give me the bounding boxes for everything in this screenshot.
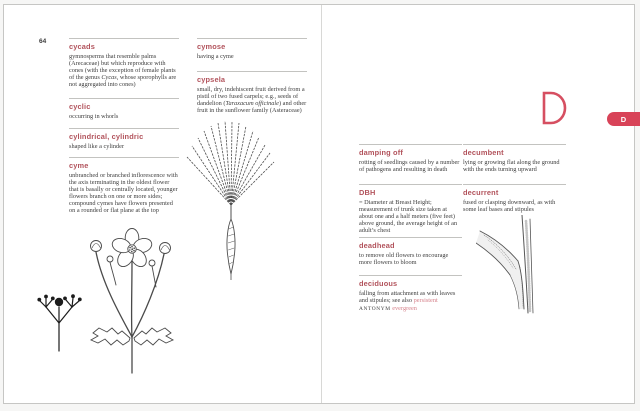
entry-deciduous bbox=[359, 275, 462, 313]
entry-damping-off bbox=[359, 144, 462, 173]
headword-decumbent: decumbent bbox=[463, 148, 504, 157]
definition-deciduous: falling from attachment as with leaves and stipules; see also persistent ANTONYM evergreen bbox=[359, 290, 462, 313]
headword-cypsela: cypsela bbox=[197, 75, 226, 84]
thumb-tab-label: D bbox=[620, 114, 627, 124]
buttercup-flower-illustration bbox=[82, 221, 184, 375]
headword-deciduous: deciduous bbox=[359, 279, 398, 288]
page-gutter-line bbox=[321, 5, 322, 403]
entry-cypsela bbox=[197, 71, 307, 114]
section-letter-d bbox=[540, 91, 567, 126]
definition-deadhead: to remove old flowers to encourage more flowers to bloom bbox=[359, 252, 449, 266]
entry-cyclic bbox=[69, 98, 179, 120]
antonym-label: ANTONYM bbox=[359, 306, 391, 312]
decurrent-stem-illustration bbox=[476, 215, 548, 317]
book-spread-page bbox=[3, 4, 635, 404]
entry-dbh bbox=[359, 184, 462, 234]
headword-cymose: cymose bbox=[197, 42, 226, 51]
page-number: 64 bbox=[39, 38, 47, 45]
headword-cyclic: cyclic bbox=[69, 102, 91, 111]
headword-damping-off: damping off bbox=[359, 148, 403, 157]
headword-dbh: DBH bbox=[359, 188, 376, 197]
definition-cyme: unbranched or branched inflorescence with the axis terminating in the oldest flower that is basally or centrally located, younger flowers branch on one or more sides; compound cymes have flowers presented on a rounded or flat plane at the top bbox=[69, 172, 178, 214]
entry-cyme bbox=[69, 157, 179, 214]
definition-decumbent: lying or growing flat along the ground with the ends turning upward bbox=[463, 159, 560, 173]
entry-cycads bbox=[69, 38, 179, 88]
dandelion-cypsela-illustration bbox=[186, 121, 278, 289]
definition-damping-off: rotting of seedlings caused by a number of pathogens and resulting in death bbox=[359, 159, 460, 173]
definition-dbh: = Diameter at Breast Height; measurement of trunk size taken at about one and a half meters (five feet) above ground, the average height of an adult’s chest bbox=[359, 199, 458, 234]
cyme-diagram-illustration bbox=[35, 291, 83, 353]
xref-evergreen: evergreen bbox=[392, 305, 417, 312]
headword-deadhead: deadhead bbox=[359, 241, 395, 250]
definition-cycads: gymnosperms that resemble palms (Arecaceae) but which reproduce with cones (with the exception of female plants of the genus Cycas, whose sporophylls are not aggregated into cones) bbox=[69, 53, 177, 88]
xref-persistent: persistent bbox=[413, 297, 438, 304]
entry-decurrent bbox=[463, 184, 566, 213]
entry-decumbent bbox=[463, 144, 566, 173]
antonym-line bbox=[359, 305, 462, 313]
entry-cymose bbox=[197, 38, 307, 60]
definition-cyclic: occurring in whorls bbox=[69, 113, 119, 120]
headword-decurrent: decurrent bbox=[463, 188, 499, 197]
definition-decurrent: fused or clasping downward, as with some leaf bases and stipules bbox=[463, 199, 556, 213]
headword-cyme: cyme bbox=[69, 161, 89, 170]
headword-cycads: cycads bbox=[69, 42, 95, 51]
headword-cylindrical: cylindrical, cylindric bbox=[69, 132, 144, 141]
definition-cymose: having a cyme bbox=[197, 53, 234, 60]
entry-cylindrical bbox=[69, 128, 179, 150]
entry-deadhead bbox=[359, 237, 462, 266]
definition-cylindrical: shaped like a cylinder bbox=[69, 143, 125, 150]
definition-cypsela: small, dry, indehiscent fruit derived from a pistil of two fused carpels; e.g., seeds of dandelion (Taraxacum officinale) and other fruit in the sunflower family (Asteraceae) bbox=[197, 86, 307, 114]
alphabet-thumb-tab-d bbox=[607, 112, 640, 126]
